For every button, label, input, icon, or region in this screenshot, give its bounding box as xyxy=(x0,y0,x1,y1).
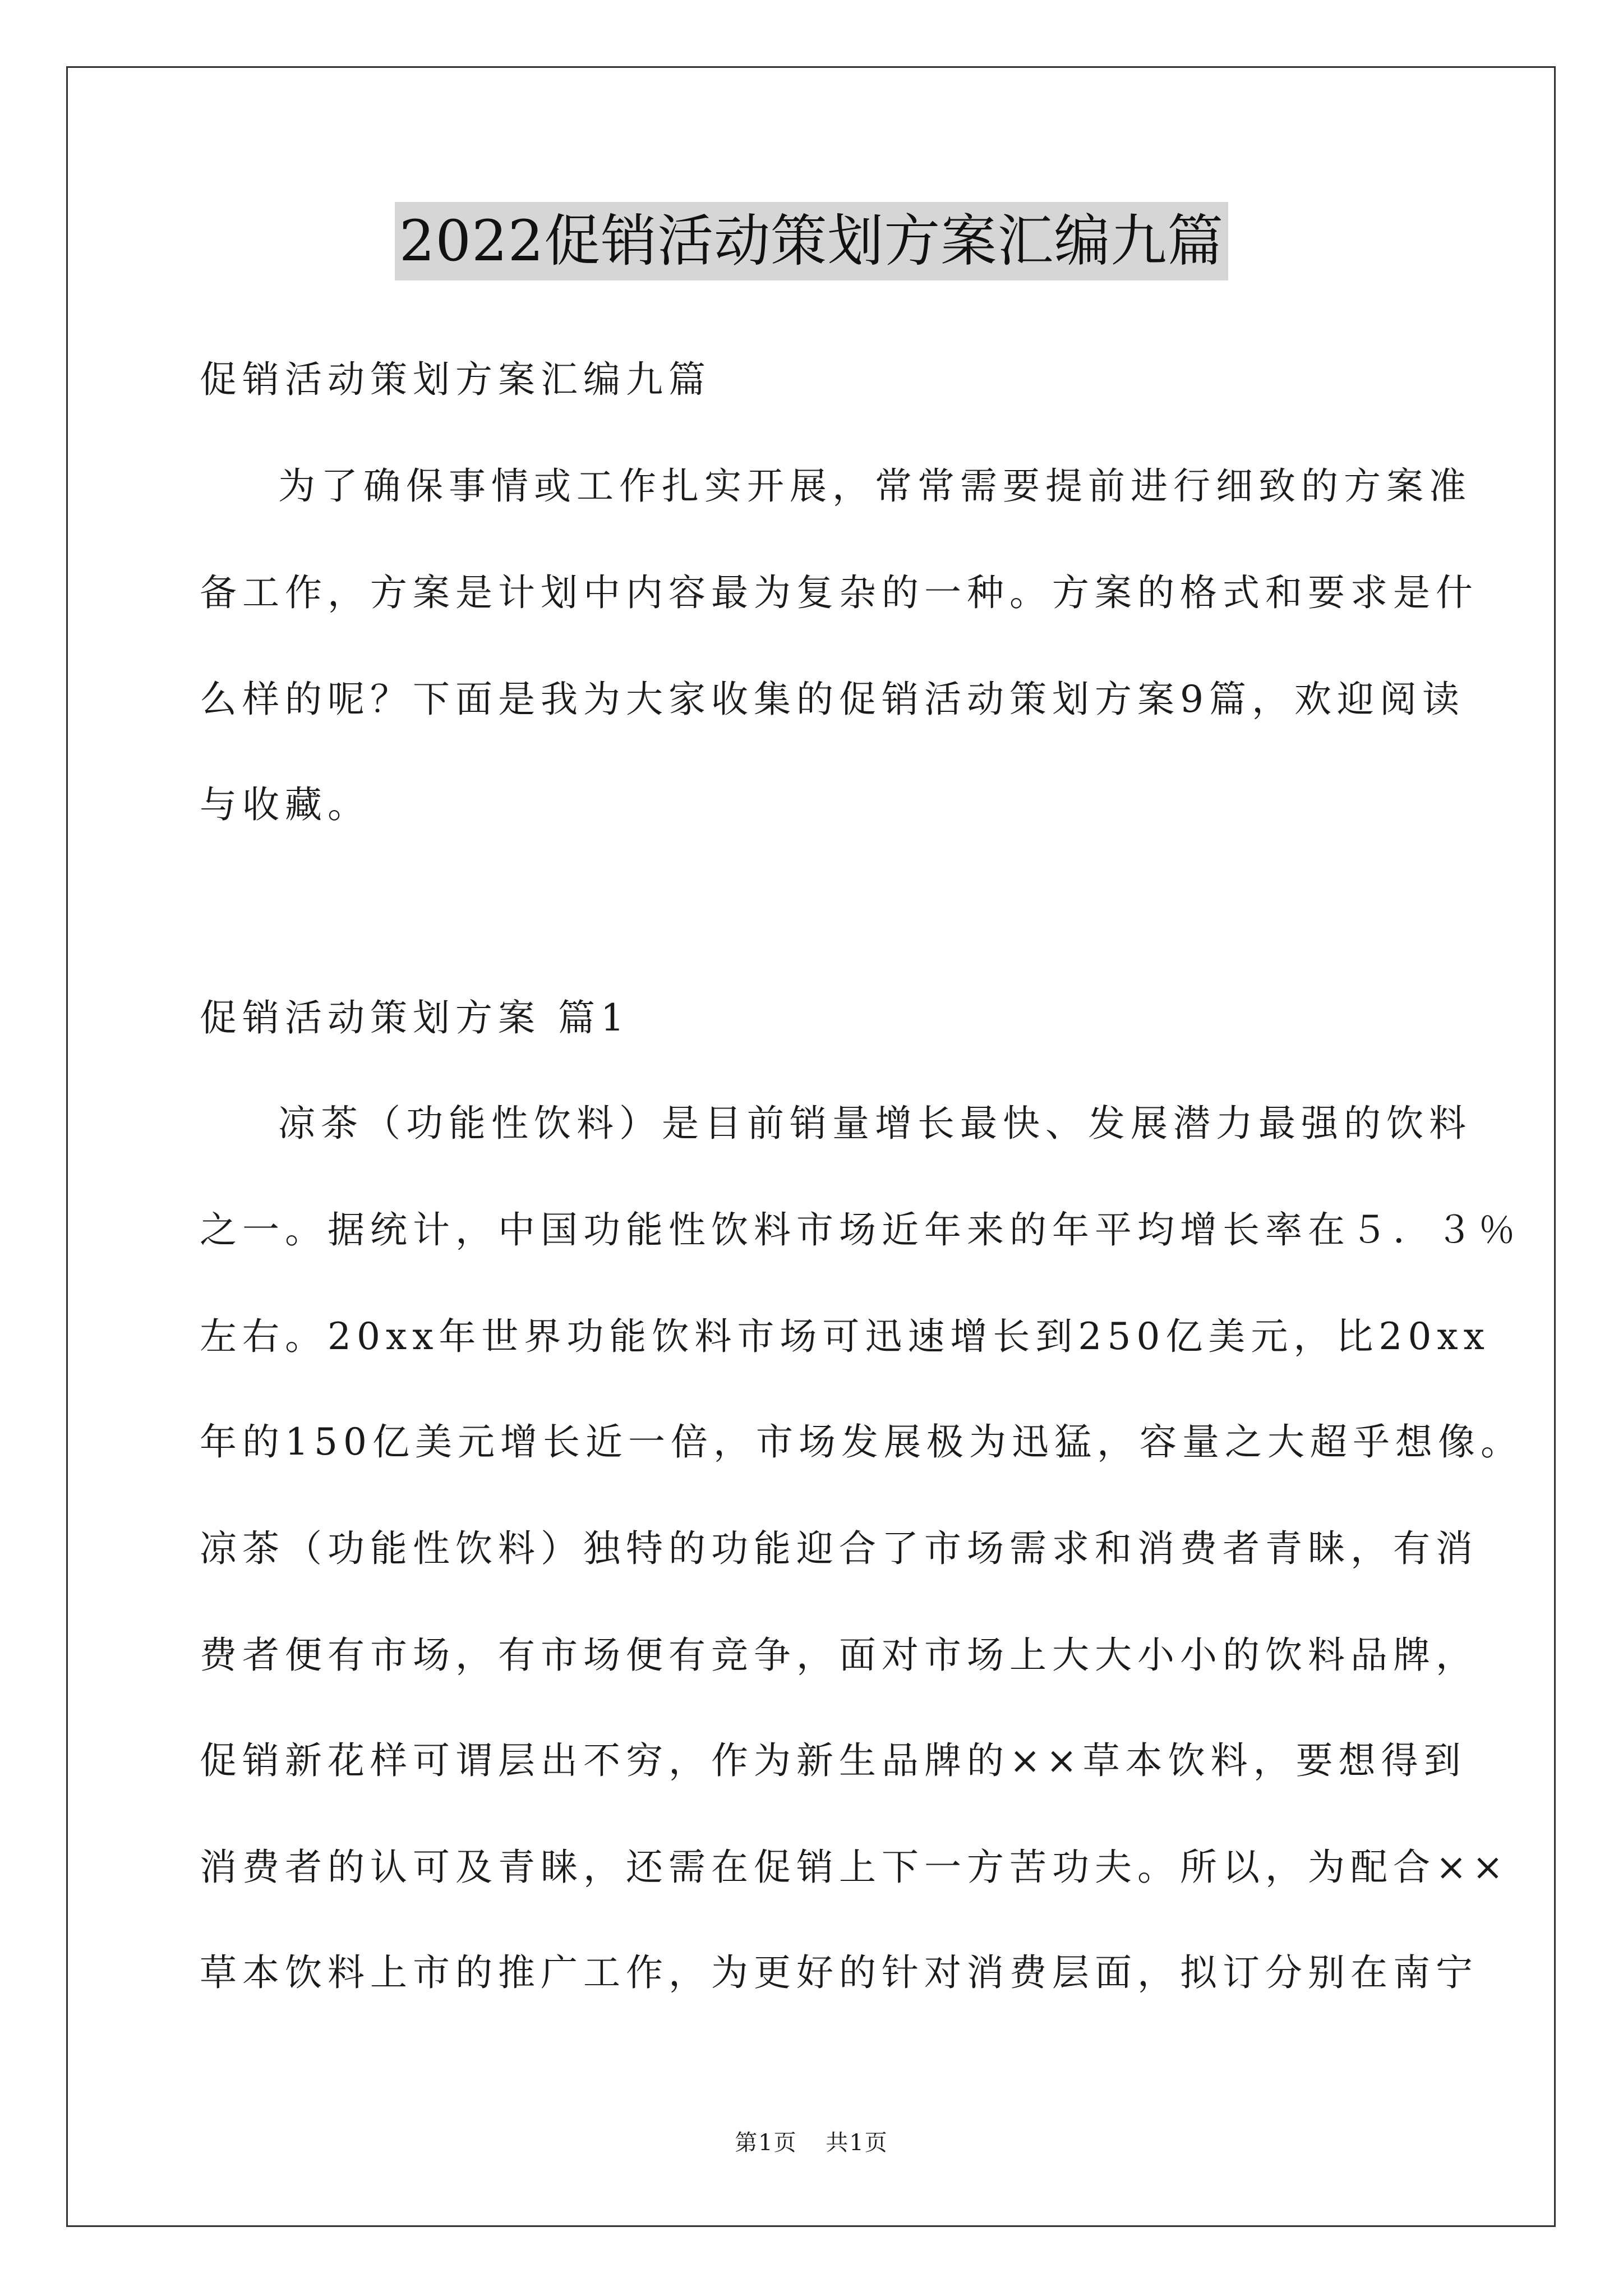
intro-line: 备工作，方案是计划中内容最为复杂的一种。方案的格式和要求是什 xyxy=(200,571,1478,614)
page-number: 第1页 xyxy=(735,2130,797,2156)
body-line: 凉茶（功能性饮料）是目前销量增长最快、发展潜力最强的饮料 xyxy=(278,1102,1472,1145)
body-line: 左右。20xx年世界功能饮料市场可迅速增长到250亿美元，比20xx xyxy=(200,1315,1490,1358)
body-line: 之一。据统计，中国功能性饮料市场近年来的年平均增长率在５．３％ xyxy=(200,1208,1521,1251)
section-heading: 促销活动策划方案 篇1 xyxy=(200,996,630,1039)
subtitle: 促销活动策划方案汇编九篇 xyxy=(200,358,711,401)
body-line: 促销新花样可谓层出不穷，作为新生品牌的××草本饮料，要想得到 xyxy=(200,1739,1467,1782)
intro-line: 为了确保事情或工作扎实开展，常常需要提前进行细致的方案准 xyxy=(278,464,1472,508)
body-line: 凉茶（功能性饮料）独特的功能迎合了市场需求和消费者青睐，有消 xyxy=(200,1527,1478,1570)
page-count: 共1页 xyxy=(826,2130,888,2156)
title-container xyxy=(0,202,1623,280)
page-footer xyxy=(0,2127,1623,2159)
intro-line: 么样的呢？下面是我为大家收集的促销活动策划方案9篇，欢迎阅读 xyxy=(200,678,1465,721)
document-title: 2022促销活动策划方案汇编九篇 xyxy=(395,202,1229,280)
body-line: 费者便有市场，有市场便有竞争，面对市场上大大小小的饮料品牌， xyxy=(200,1634,1478,1677)
body-line: 年的150亿美元增长近一倍，市场发展极为迅猛，容量之大超乎想像。 xyxy=(200,1420,1523,1464)
body-line: 消费者的认可及青睐，还需在促销上下一方苦功夫。所以，为配合×× xyxy=(200,1846,1509,1889)
intro-line: 与收藏。 xyxy=(200,783,370,826)
body-line: 草本饮料上市的推广工作，为更好的针对消费层面，拟订分别在南宁 xyxy=(200,1951,1478,1994)
